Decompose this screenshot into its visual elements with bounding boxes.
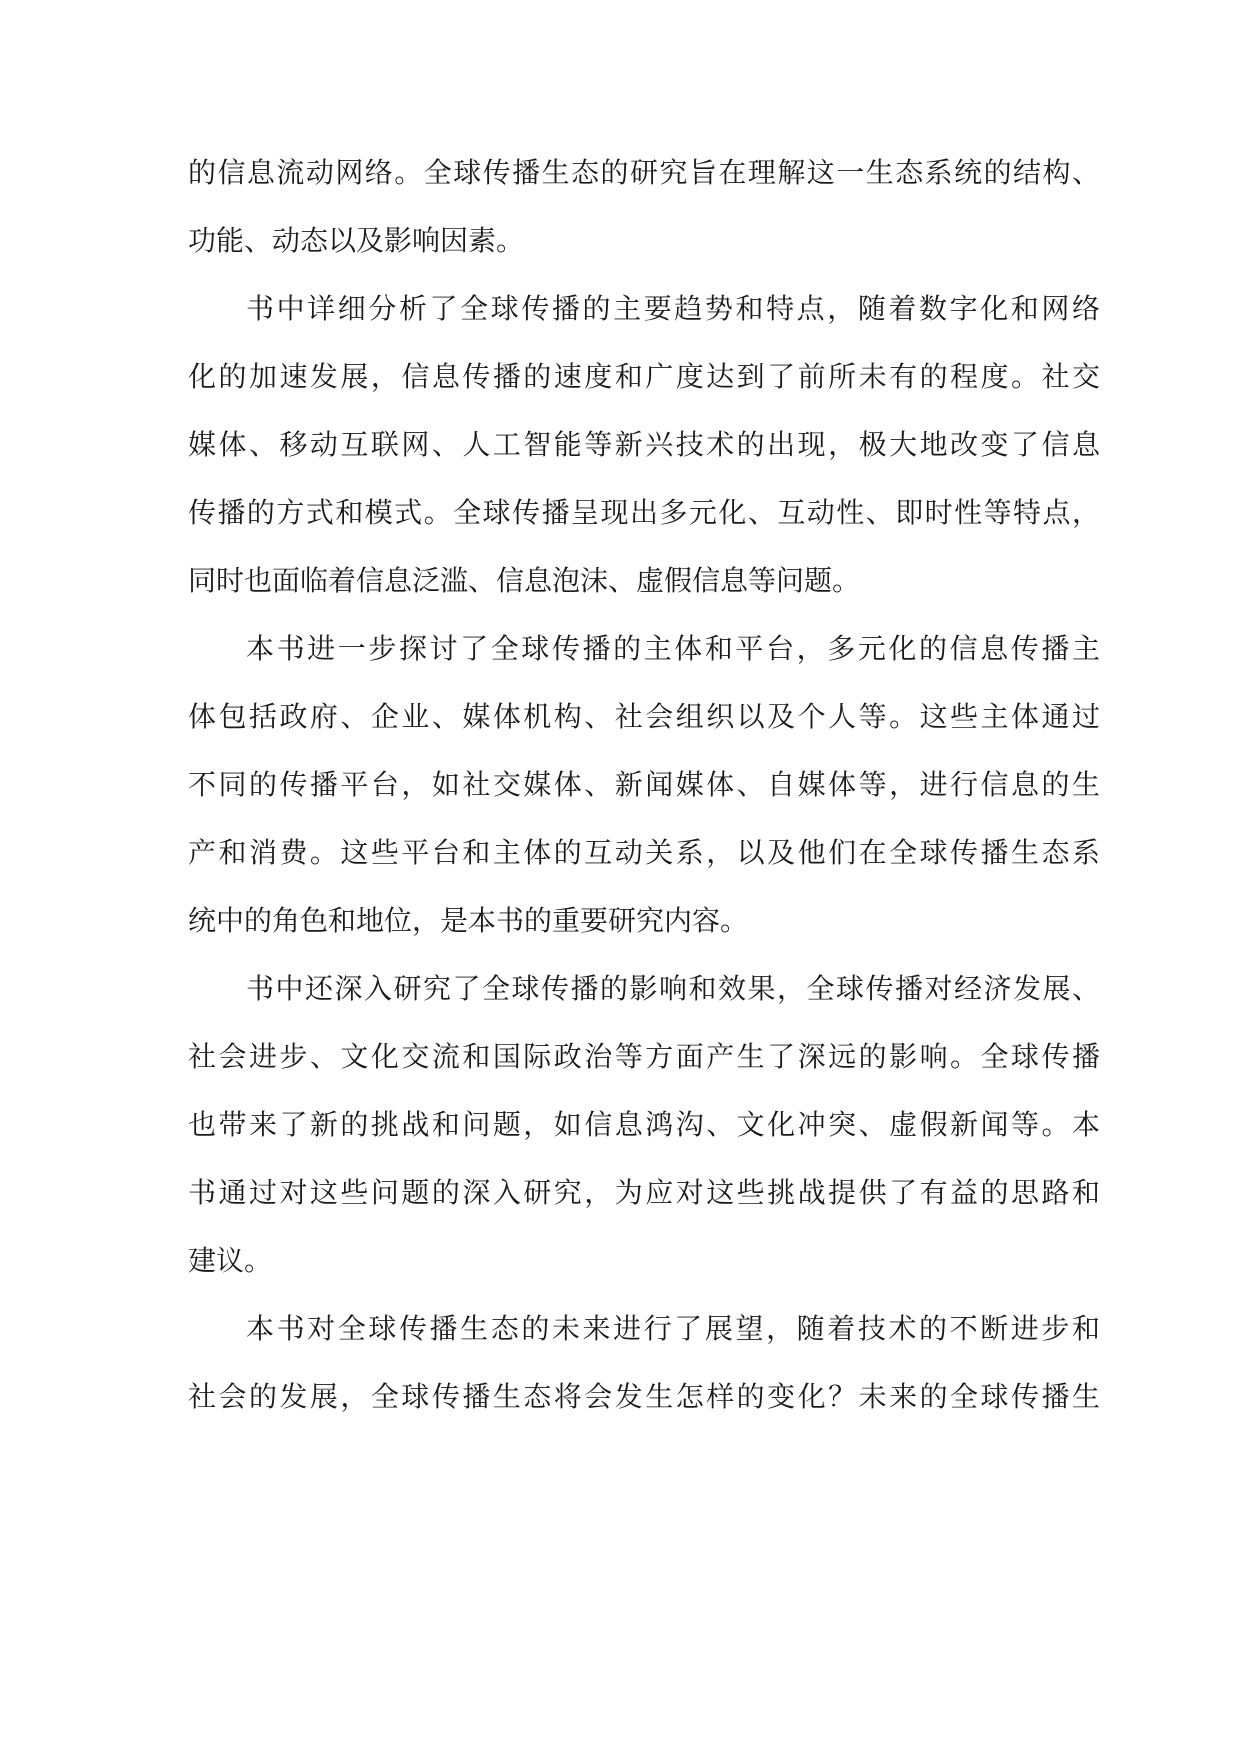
paragraph-3 — [188, 615, 1100, 955]
text-line: 社会进步、文化交流和国际政治等方面产生了深远的影响。全球传播 — [188, 1040, 1100, 1073]
paragraph-2 — [188, 275, 1100, 615]
text-line: 社会的发展，全球传播生态将会发生怎样的变化？未来的全球传播生 — [188, 1380, 1100, 1413]
paragraph-1 — [188, 139, 1100, 275]
text-line: 媒体、移动互联网、人工智能等新兴技术的出现，极大地改变了信息 — [188, 428, 1100, 461]
text-line: 书中详细分析了全球传播的主要趋势和特点，随着数字化和网络 — [246, 292, 1100, 325]
text-line: 功能、动态以及影响因素。 — [188, 224, 525, 257]
text-line: 传播的方式和模式。全球传播呈现出多元化、互动性、即时性等特点， — [188, 496, 1100, 529]
text-line: 本书对全球传播生态的未来进行了展望，随着技术的不断进步和 — [246, 1312, 1100, 1345]
text-line: 化的加速发展，信息传播的速度和广度达到了前所未有的程度。社交 — [188, 360, 1100, 393]
text-line: 书通过对这些问题的深入研究，为应对这些挑战提供了有益的思路和 — [188, 1176, 1100, 1209]
text-line: 建议。 — [188, 1244, 273, 1277]
paragraph-5 — [188, 1295, 1100, 1431]
body-text — [188, 139, 1100, 1431]
text-line: 不同的传播平台，如社交媒体、新闻媒体、自媒体等，进行信息的生 — [188, 768, 1100, 801]
text-line: 产和消费。这些平台和主体的互动关系，以及他们在全球传播生态系 — [188, 836, 1100, 869]
text-line: 同时也面临着信息泛滥、信息泡沫、虚假信息等问题。 — [188, 564, 861, 597]
text-line: 统中的角色和地位，是本书的重要研究内容。 — [188, 904, 749, 937]
text-line: 也带来了新的挑战和问题，如信息鸿沟、文化冲突、虚假新闻等。本 — [188, 1108, 1100, 1141]
text-line: 的信息流动网络。全球传播生态的研究旨在理解这一生态系统的结构、 — [188, 156, 1100, 189]
text-line: 书中还深入研究了全球传播的影响和效果，全球传播对经济发展、 — [246, 972, 1100, 1005]
text-line: 本书进一步探讨了全球传播的主体和平台，多元化的信息传播主 — [246, 632, 1100, 665]
paragraph-4 — [188, 955, 1100, 1295]
text-line: 体包括政府、企业、媒体机构、社会组织以及个人等。这些主体通过 — [188, 700, 1100, 733]
